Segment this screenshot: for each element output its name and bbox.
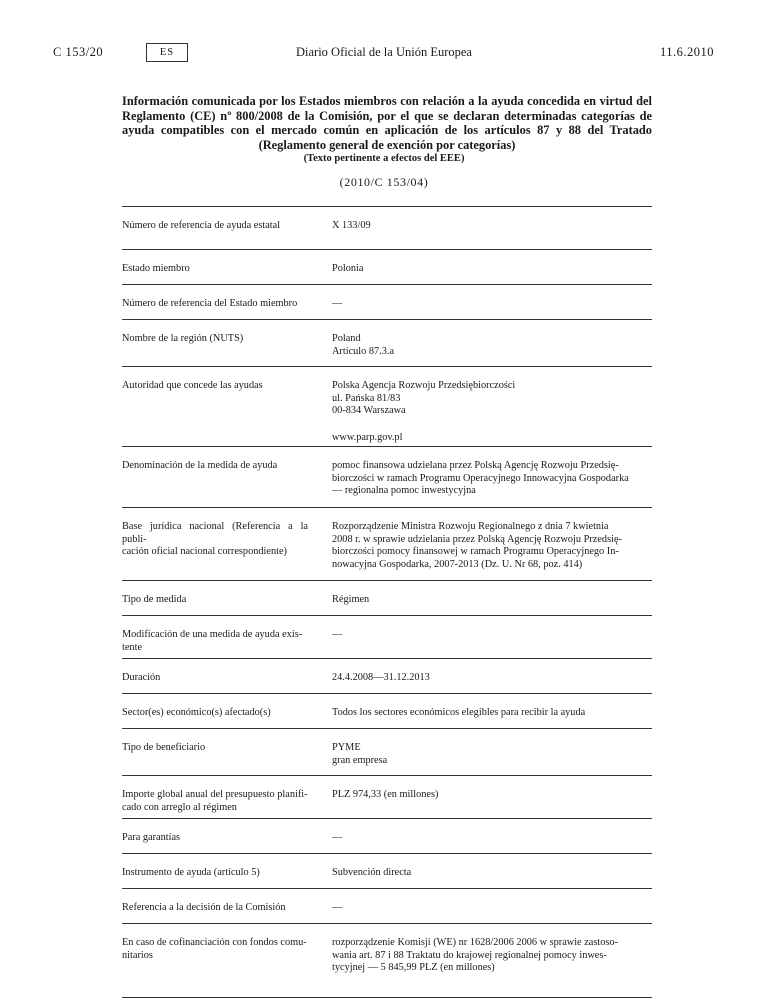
value-line: — [332, 629, 343, 640]
value-line: nowacyjna Gospodarka, 2007-2013 (Dz. U. Nr 68, poz. 414) [332, 558, 583, 570]
row-label: Modificación de una medida de ayuda exis- tente [122, 629, 303, 653]
row-label: Número de referencia de ayuda estatal [122, 220, 281, 231]
website-link: www.parp.gov.pl [332, 431, 403, 443]
value-line: Régimen [332, 594, 370, 605]
value-line: Polska Agencja Rozwoju Przedsiębiorczości [332, 380, 516, 391]
table-row [122, 250, 652, 285]
row-value [332, 694, 652, 728]
value-line: wania art. 87 i 88 Traktatu do krajowej regionalnej pomocy inwes- [332, 949, 607, 961]
language-badge: ES [146, 43, 188, 62]
row-label: Denominación de la medida de ayuda [122, 460, 278, 471]
document-title: Información comunicada por los Estados miembros con relación a la ayuda concedida en virtud del Reglamento (CE) nº 800/2008 de la Comisión, por el que se declaran determinadas categorías de ayuda compatibles con el mercado común en aplicación de los artículos 87 y 88 del Tratado (Reglamento general de exención por categorías) [122, 94, 652, 152]
page-reference: C 153/20 [53, 45, 104, 59]
table-row [122, 207, 652, 250]
table-row [122, 729, 652, 776]
row-label: Número de referencia del Estado miembro [122, 298, 298, 309]
value-line: ul. Pańska 81/83 [332, 392, 401, 404]
document-reference: (2010/C 153/04) [339, 175, 429, 189]
publication-date: 11.6.2010 [659, 45, 714, 59]
document-subtitle: (Texto pertinente a efectos del EEE) [303, 153, 465, 164]
row-value [332, 367, 652, 446]
row-label: Instrumento de ayuda (artículo 5) [122, 867, 260, 878]
table-row [122, 285, 652, 320]
row-value [332, 616, 652, 658]
table-row [122, 447, 652, 508]
value-line: PLZ 974,33 (en millones) [332, 789, 439, 800]
value-line: biorczości w ramach Programu Operacyjnego Innowacyjna Gospodarka [332, 472, 629, 484]
value-line: Polonia [332, 263, 364, 274]
row-value [332, 819, 652, 853]
row-value [332, 250, 652, 284]
value-line: X 133/09 [332, 220, 371, 231]
row-label: Tipo de medida [122, 594, 187, 605]
row-value [332, 854, 652, 888]
row-label: Referencia a la decisión de la Comisión [122, 902, 286, 913]
row-value [332, 659, 652, 693]
table-row [122, 889, 652, 924]
value-line: Todos los sectores económicos elegibles para recibir la ayuda [332, 707, 586, 718]
table-row [122, 819, 652, 854]
value-line: tycyjnej — 5 845,99 PLZ (en millones) [332, 962, 495, 974]
row-label: Para garantías [122, 832, 181, 843]
table-row [122, 659, 652, 694]
table-row [122, 776, 652, 819]
row-value [332, 889, 652, 923]
value-line: rozporządzenie Komisji (WE) nr 1628/2006 2006 w sprawie zastoso- [332, 937, 618, 948]
value-line: 2008 r. w sprawie udzielania przez Polską Agencję Rozwoju Przedsię- [332, 533, 622, 545]
table-row [122, 694, 652, 729]
row-label: En caso de cofinanciación con fondos comu- nitarios [122, 937, 307, 961]
journal-title: Diario Oficial de la Unión Europea [296, 45, 472, 59]
row-value [332, 729, 652, 775]
table-row [122, 581, 652, 616]
value-line: gran empresa [332, 754, 388, 766]
value-line: Subvención directa [332, 867, 412, 878]
value-line: — [332, 298, 343, 309]
row-value [332, 447, 652, 507]
row-label: Nombre de la región (NUTS) [122, 333, 244, 344]
table-row [122, 320, 652, 367]
row-value [332, 581, 652, 615]
value-line: Rozporządzenie Ministra Rozwoju Regionalnego z dnia 7 kwietnia [332, 521, 609, 532]
row-label: Sector(es) económico(s) afectado(s) [122, 707, 271, 718]
row-value [332, 207, 652, 249]
table-row [122, 854, 652, 889]
value-line: — regionalna pomoc inwestycyjna [332, 485, 476, 497]
value-line: PYME [332, 742, 361, 753]
table-row [122, 924, 652, 998]
value-line: 00-834 Warszawa [332, 405, 406, 417]
value-line: biorczości pomocy finansowej w ramach Programu Operacyjnego In- [332, 546, 619, 558]
value-line: — [332, 832, 343, 843]
row-label: Importe global anual del presupuesto planifi- cado con arreglo al régimen [122, 789, 308, 813]
table-row [122, 508, 652, 581]
row-value [332, 320, 652, 366]
row-label: Base jurídica nacional (Referencia a la publi- cación oficial nacional correspondiente) [122, 521, 308, 558]
row-value [332, 776, 652, 818]
aid-info-table [122, 206, 652, 998]
row-label: Duración [122, 672, 161, 683]
value-line: Poland [332, 333, 361, 344]
value-line: pomoc finansowa udzielana przez Polską Agencję Rozwoju Przedsię- [332, 460, 619, 471]
value-line: 24.4.2008—31.12.2013 [332, 672, 430, 683]
table-row [122, 616, 652, 659]
row-label: Tipo de beneficiario [122, 742, 206, 753]
row-value [332, 508, 652, 580]
row-value [332, 285, 652, 319]
table-row [122, 367, 652, 447]
row-label: Estado miembro [122, 263, 190, 274]
value-line: Artículo 87.3.a [332, 345, 395, 357]
row-label: Autoridad que concede las ayudas [122, 380, 263, 391]
page-header [0, 45, 768, 65]
row-value [332, 924, 652, 997]
value-line: — [332, 902, 343, 913]
